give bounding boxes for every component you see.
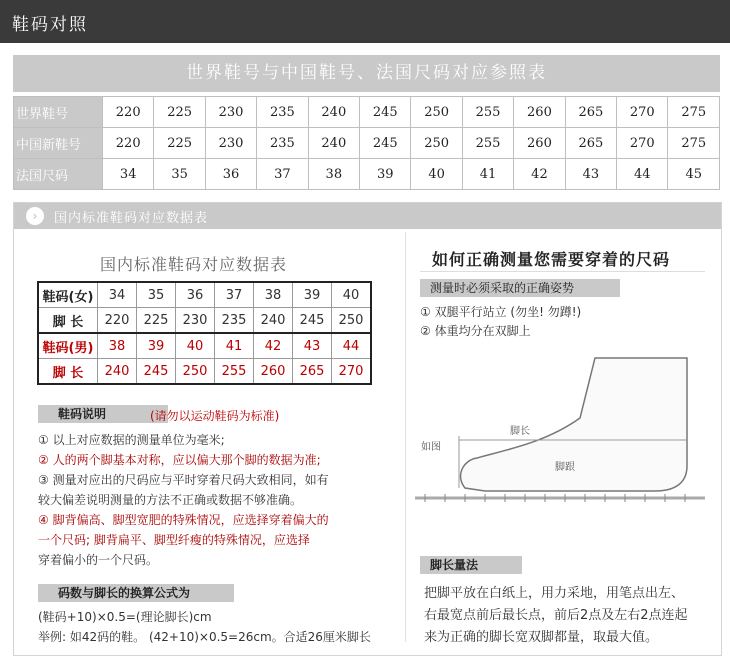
world-table-row (14, 128, 720, 159)
table-cell: 36 (176, 282, 215, 308)
table-cell: 38 (308, 159, 359, 190)
table-cell: 45 (668, 159, 720, 190)
table-cell: 41 (215, 333, 254, 359)
row-label: 脚 长 (38, 308, 98, 334)
table-cell: 270 (617, 97, 668, 128)
table-cell: 245 (360, 128, 411, 159)
cn-table-title: 国内标准鞋码对应数据表 (100, 255, 288, 274)
table-cell: 225 (137, 308, 176, 334)
table-cell: 260 (514, 128, 565, 159)
row-label: 世界鞋号 (14, 97, 103, 128)
table-cell: 260 (514, 97, 565, 128)
size-note-item: ① 以上对应数据的测量单位为毫米; (38, 433, 225, 447)
section-title: 国内标准鞋码对应数据表 (54, 211, 209, 226)
size-note-item: 较大偏差说明测量的方法不正确或数据不够准确。 (38, 493, 303, 507)
size-note-item: ② 人的两个脚基本对称，应以偏大那个脚的数据为准; (38, 453, 321, 467)
size-note-item: ④ 脚背偏高、脚型宽肥的特殊情况，应选择穿着偏大的 (38, 513, 329, 527)
table-cell: 255 (462, 128, 513, 159)
method-line: 把脚平放在白纸上，用力采地，用笔点出左、 (424, 586, 685, 601)
size-notes-heading (38, 405, 168, 423)
table-cell: 275 (668, 97, 720, 128)
table-cell: 265 (293, 359, 332, 385)
posture-heading: 测量时必须采取的正确姿势 (420, 279, 620, 297)
world-table-row (14, 159, 720, 190)
chevron-right-icon: › (26, 207, 44, 225)
table-cell: 36 (205, 159, 256, 190)
table-cell: 275 (668, 128, 720, 159)
table-cell: 240 (308, 97, 359, 128)
table-cell: 38 (254, 282, 293, 308)
table-cell: 250 (176, 359, 215, 385)
table-cell: 240 (254, 308, 293, 334)
table-cell: 245 (360, 97, 411, 128)
table-cell: 44 (617, 159, 668, 190)
row-label: 法国尺码 (14, 159, 103, 190)
cn-table-row (38, 308, 371, 334)
world-table-row (14, 97, 720, 128)
table-cell: 41 (462, 159, 513, 190)
cn-size-table (37, 281, 372, 385)
table-cell: 230 (205, 97, 256, 128)
table-cell: 43 (293, 333, 332, 359)
table-cell: 35 (154, 159, 205, 190)
row-label: 鞋码(女) (38, 282, 98, 308)
heel-label: 脚跟 (555, 462, 575, 473)
posture-item: ② 体重均分在双脚上 (420, 324, 531, 338)
column-divider (405, 232, 406, 642)
method-heading (420, 556, 522, 574)
table-cell: 230 (205, 128, 256, 159)
table-cell: 235 (257, 97, 308, 128)
formula-line: (鞋码+10)×0.5=(理论脚长)cm (38, 610, 212, 624)
table-cell: 245 (293, 308, 332, 334)
method-line: 右最宽点前后最长点，前后2点及左右2点连起 (424, 608, 688, 623)
table-cell: 39 (360, 159, 411, 190)
measure-title-rule (420, 271, 705, 272)
table-cell: 240 (98, 359, 137, 385)
table-cell: 265 (565, 97, 616, 128)
cn-table-row (38, 333, 371, 359)
table-cell: 250 (411, 128, 462, 159)
table-cell: 265 (565, 128, 616, 159)
table-cell: 44 (332, 333, 372, 359)
table-cell: 220 (98, 308, 137, 334)
table-cell: 40 (176, 333, 215, 359)
posture-item: ① 双腿平行站立 (勿坐! 勿蹲!) (420, 305, 582, 319)
world-size-table (13, 96, 720, 190)
table-cell: 255 (215, 359, 254, 385)
table-cell: 37 (215, 282, 254, 308)
table-cell: 270 (617, 128, 668, 159)
table-cell: 35 (137, 282, 176, 308)
measure-title: 如何正确测量您需要穿着的尺码 (432, 250, 671, 269)
size-notes-hint: (请勿以运动鞋码为标准) (150, 409, 280, 423)
page-title: 鞋码对照 (12, 15, 88, 35)
formula-heading (38, 584, 234, 602)
table-cell: 225 (154, 128, 205, 159)
table-cell: 250 (411, 97, 462, 128)
table-cell: 250 (332, 308, 372, 334)
table-cell: 34 (103, 159, 154, 190)
method-line: 来为正确的脚长宽双脚都量，取最大值。 (424, 630, 659, 645)
formula-heading-text: 码数与脚长的换算公式为 (58, 586, 191, 600)
table-cell: 42 (254, 333, 293, 359)
table-cell: 245 (137, 359, 176, 385)
section-header (14, 203, 721, 229)
table-cell: 39 (137, 333, 176, 359)
foot-length-label: 脚长 (510, 426, 530, 437)
table-cell: 260 (254, 359, 293, 385)
size-note-item: ③ 测量对应出的尺码应与平时穿着尺码大致相同，如有 (38, 473, 329, 487)
table-cell: 235 (215, 308, 254, 334)
top-header-bar (0, 0, 730, 43)
table-cell: 255 (462, 97, 513, 128)
table-cell: 220 (103, 128, 154, 159)
table-cell: 40 (411, 159, 462, 190)
table-cell: 42 (514, 159, 565, 190)
row-label: 鞋码(男) (38, 333, 98, 359)
method-heading-text: 脚长量法 (430, 558, 479, 572)
table-cell: 240 (308, 128, 359, 159)
table-cell: 220 (103, 97, 154, 128)
row-label: 中国新鞋号 (14, 128, 103, 159)
size-notes-heading-text: 鞋码说明 (58, 407, 107, 421)
world-table-banner: 世界鞋号与中国鞋号、法国尺码对应参照表 (13, 55, 720, 92)
table-cell: 34 (98, 282, 137, 308)
size-note-item: 穿着偏小的一个尺码。 (38, 553, 159, 567)
cn-table-row (38, 359, 371, 385)
table-cell: 235 (257, 128, 308, 159)
size-note-item: 一个尺码; 脚背扁平、脚型纤瘦的特殊情况，应选择 (38, 533, 310, 547)
cn-table-row (38, 282, 371, 308)
table-cell: 43 (565, 159, 616, 190)
table-cell: 40 (332, 282, 372, 308)
table-cell: 230 (176, 308, 215, 334)
row-label: 脚 长 (38, 359, 98, 385)
table-cell: 225 (154, 97, 205, 128)
table-cell: 270 (332, 359, 372, 385)
table-cell: 37 (257, 159, 308, 190)
table-cell: 38 (98, 333, 137, 359)
foot-diagram (415, 348, 715, 508)
diagram-note-label: 如图 (421, 442, 441, 453)
table-cell: 39 (293, 282, 332, 308)
formula-example: 举例: 如42码的鞋。 (42+10)×0.5=26cm。合适26厘米脚长 (38, 630, 371, 644)
